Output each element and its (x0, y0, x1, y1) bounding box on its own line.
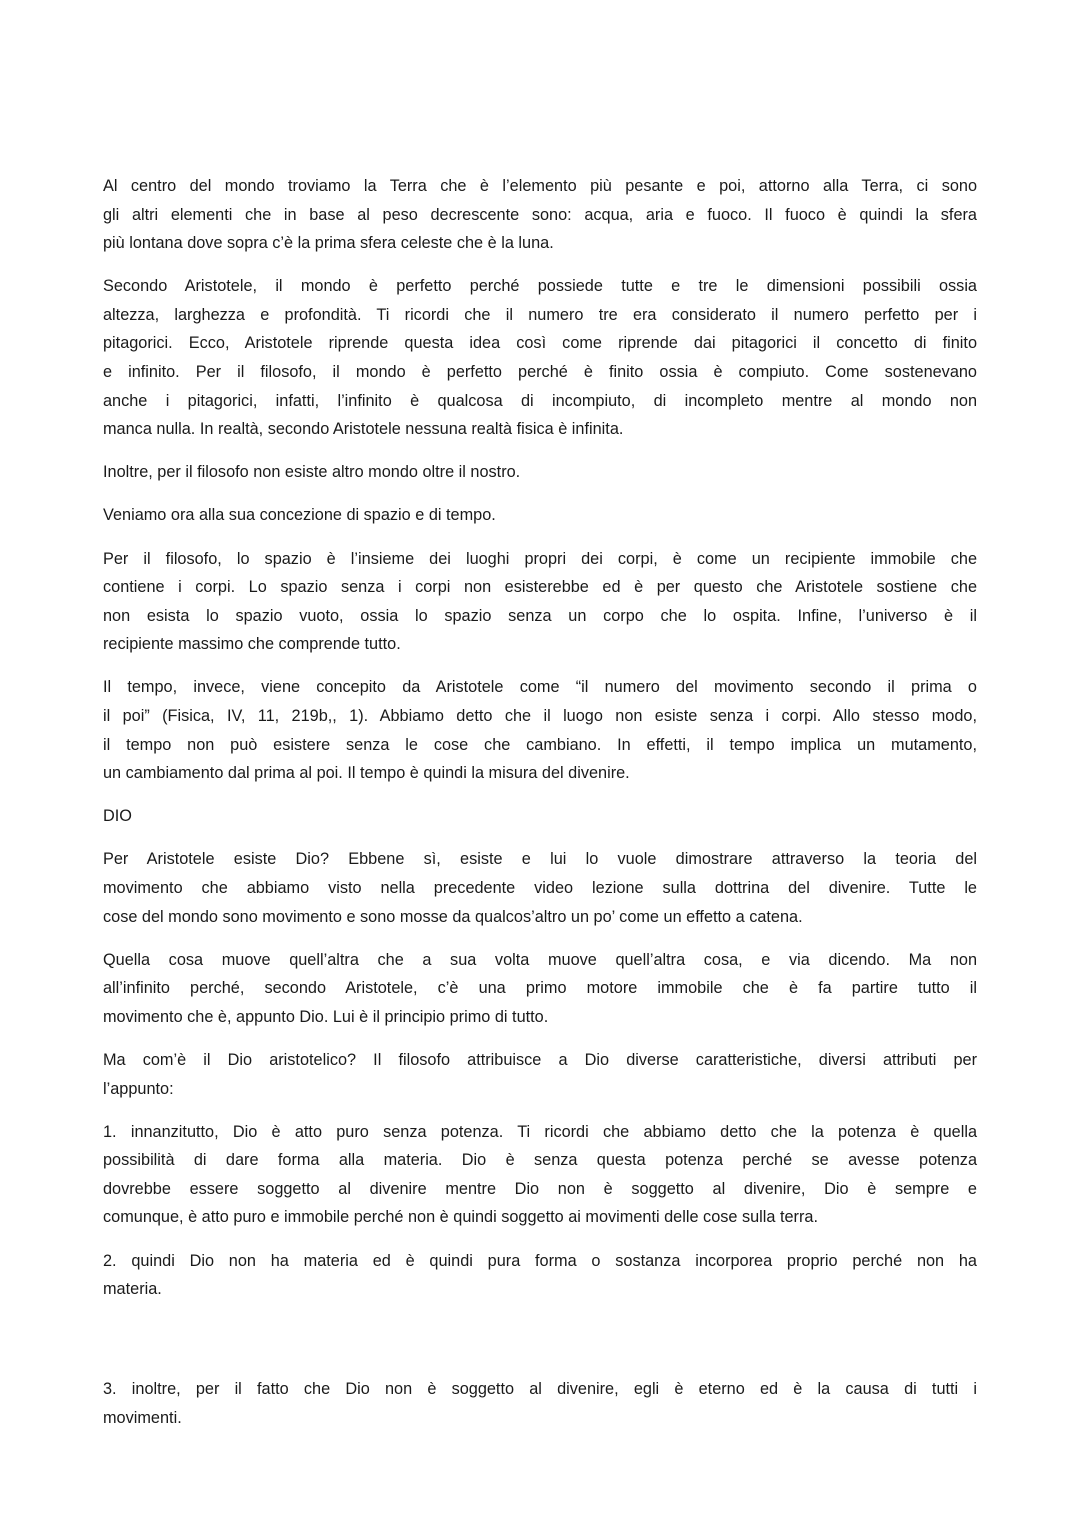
text-line: 2. quindi Dio non ha materia ed è quindi pura forma o sostanza incorporea proprio perché non ha (103, 1251, 977, 1270)
text-line: 3. inoltre, per il fatto che Dio non è soggetto al divenire, egli è eterno ed è la causa di tutti i (103, 1380, 977, 1399)
paragraph (103, 501, 977, 530)
text-line: e infinito. Per il filosofo, il mondo è perfetto perché è finito ossia è compiuto. Come sostenevano (103, 363, 977, 382)
paragraph (103, 673, 977, 787)
text-line: pitagorici. Ecco, Aristotele riprende questa idea così come riprende dai pitagorici il concetto di finito (103, 334, 977, 353)
text-line: possibilità di dare forma alla materia. Dio è senza questa potenza perché se avesse potenza (103, 1151, 977, 1170)
paragraph (103, 172, 977, 258)
text-line: altezza, larghezza e profondità. Ti ricordi che il numero tre era considerato il numero perfetto per i (103, 305, 977, 324)
paragraph (103, 545, 977, 659)
text-line: DIO (103, 807, 132, 826)
text-line: dovrebbe essere soggetto al divenire mentre Dio non è soggetto al divenire, Dio è sempre e (103, 1179, 977, 1198)
text-line: Al centro del mondo troviamo la Terra che è l’elemento più pesante e poi, attorno alla Terra, ci sono (103, 177, 977, 195)
text-line: Veniamo ora alla sua concezione di spazio e di tempo. (103, 506, 496, 525)
text-line: il poi” (Fisica, IV, 11, 219b,, 1). Abbiamo detto che il luogo non esiste senza i corpi. Allo stesso modo, (103, 707, 977, 725)
paragraph (103, 1247, 977, 1304)
text-line: materia. (103, 1280, 162, 1299)
blank-space (103, 1318, 977, 1375)
text-line: contiene i corpi. Lo spazio senza i corpi non esisterebbe ed è per questo che Aristotele sostiene che (103, 578, 977, 597)
text-line: Inoltre, per il filosofo non esiste altro mondo oltre il nostro. (103, 463, 521, 482)
paragraph (103, 845, 977, 931)
text-line: 1. innanzitutto, Dio è atto puro senza potenza. Ti ricordi che abbiamo detto che la potenza è quella (103, 1122, 977, 1141)
text-line: manca nulla. In realtà, secondo Aristotele nessuna realtà fisica è infinita. (103, 420, 624, 439)
text-line: l’appunto: (103, 1079, 174, 1098)
text-line: movimento che è, appunto Dio. Lui è il principio primo di tutto. (103, 1007, 549, 1026)
text-line: cose del mondo sono movimento e sono mosse da qualcos’altro un po’ come un effetto a catena. (103, 907, 803, 926)
text-line: più lontana dove sopra c’è la prima sfera celeste che è la luna. (103, 234, 554, 253)
text-line: Secondo Aristotele, il mondo è perfetto perché possiede tutte e tre le dimensioni possibili ossia (103, 277, 977, 296)
text-line: movimenti. (103, 1408, 182, 1427)
text-line: anche i pitagorici, infatti, l’infinito è qualcosa di incompiuto, di incompleto mentre al mondo non (103, 391, 977, 410)
text-line: comunque, è atto puro e immobile perché non è quindi soggetto ai movimenti delle cose sulla terra. (103, 1208, 818, 1227)
text-line: Per il filosofo, lo spazio è l’insieme dei luoghi propri dei corpi, è come un recipiente immobile che (103, 549, 977, 568)
paragraph (103, 1118, 977, 1232)
paragraph (103, 458, 977, 487)
text-line: Per Aristotele esiste Dio? Ebbene sì, esiste e lui lo vuole dimostrare attraverso la teoria del (103, 850, 977, 869)
paragraph (103, 946, 977, 1032)
text-line: all’infinito perché, secondo Aristotele, c’è una primo motore immobile che è fa partire tutto il (103, 979, 977, 998)
section-heading (103, 802, 977, 831)
paragraph (103, 272, 977, 444)
text-line: il tempo non può esistere senza le cose che cambiano. In effetti, il tempo implica un mutamento, (103, 735, 977, 754)
text-line: un cambiamento dal prima al poi. Il tempo è quindi la misura del divenire. (103, 764, 630, 783)
paragraph (103, 1375, 977, 1432)
text-line: recipiente massimo che comprende tutto. (103, 635, 401, 654)
document-page (103, 172, 977, 1447)
text-line: Quella cosa muove quell’altra che a sua volta muove quell’altra cosa, e via dicendo. Ma non (103, 950, 977, 969)
text-line: Il tempo, invece, viene concepito da Aristotele come “il numero del movimento secondo il prima o (103, 678, 977, 697)
text-line: gli altri elementi che in base al peso decrescente sono: acqua, aria e fuoco. Il fuoco è quindi la sfera (103, 205, 977, 224)
paragraph (103, 1046, 977, 1103)
text-line: Ma com’è il Dio aristotelico? Il filosofo attribuisce a Dio diverse caratteristiche, diversi attributi per (103, 1050, 977, 1069)
text-line: non esista lo spazio vuoto, ossia lo spazio senza un corpo che lo ospita. Infine, l’universo è il (103, 606, 977, 625)
text-line: movimento che abbiamo visto nella precedente video lezione sulla dottrina del divenire. Tutte le (103, 878, 977, 897)
